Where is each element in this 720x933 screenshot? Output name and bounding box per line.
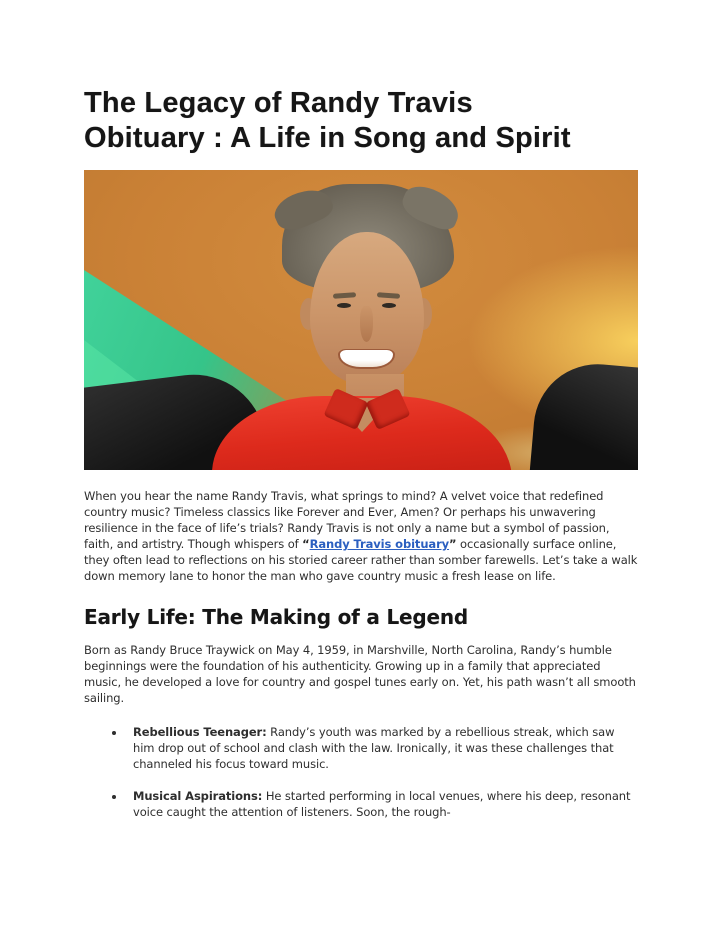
photo-man xyxy=(84,170,638,470)
early-life-bullet-list xyxy=(84,724,638,820)
randy-travis-obituary-link[interactable]: Randy Travis obituary xyxy=(309,537,450,551)
title-line-1: The Legacy of Randy Travis xyxy=(84,87,473,119)
closing-quote: ” xyxy=(449,537,457,551)
intro-text-before-link: When you hear the name Randy Travis, what springs to mind? A velvet voice that redefined country music? Timeless classics like Forever and Ever, Amen? Or perhaps his unwavering resilience in the face of life’s trials? Randy Travis is not only a name but a symbol of passion, faith, and artistry. Though whispers of xyxy=(84,489,610,551)
photo-man-nose xyxy=(360,306,373,342)
early-life-paragraph: Born as Randy Bruce Traywick on May 4, 1959, in Marshville, North Carolina, Randy’s humble beginnings were the foundation of his authenticity. Growing up in a family that appreciated music, he developed a love for country and gospel tunes early on. Yet, his path wasn’t all smooth sailing. xyxy=(84,643,636,705)
bullet-text: Randy’s youth was marked by a rebellious streak, which saw him drop out of school and clash with the law. Ironically, it was these challenges that channeled his focus toward music. xyxy=(133,725,615,771)
list-item-rebellious-teenager xyxy=(126,724,638,772)
intro-paragraph xyxy=(84,488,638,584)
document-title xyxy=(84,86,638,156)
document-page xyxy=(84,86,638,836)
list-item-musical-aspirations xyxy=(126,788,638,820)
bullet-label: Rebellious Teenager: xyxy=(133,725,267,739)
opening-quote: “ xyxy=(302,537,310,551)
intro-text-after-link: occasionally surface online, they often lead to reflections on his storied career rather than somber farewells. Let’s take a walk down memory lane to honor the man who gave country music a fresh lease on life. xyxy=(84,537,638,583)
bullet-text: He started performing in local venues, where his deep, resonant voice caught the attention of listeners. Soon, the rough- xyxy=(133,789,631,819)
title-line-2: Obituary : A Life in Song and Spirit xyxy=(84,122,571,154)
randy-travis-photo xyxy=(84,170,638,470)
photo-man-eye-right xyxy=(382,303,396,308)
early-life-section-heading: Early Life: The Making of a Legend xyxy=(84,605,468,629)
bullet-label: Musical Aspirations: xyxy=(133,789,263,803)
photo-man-eye-left xyxy=(337,303,351,308)
